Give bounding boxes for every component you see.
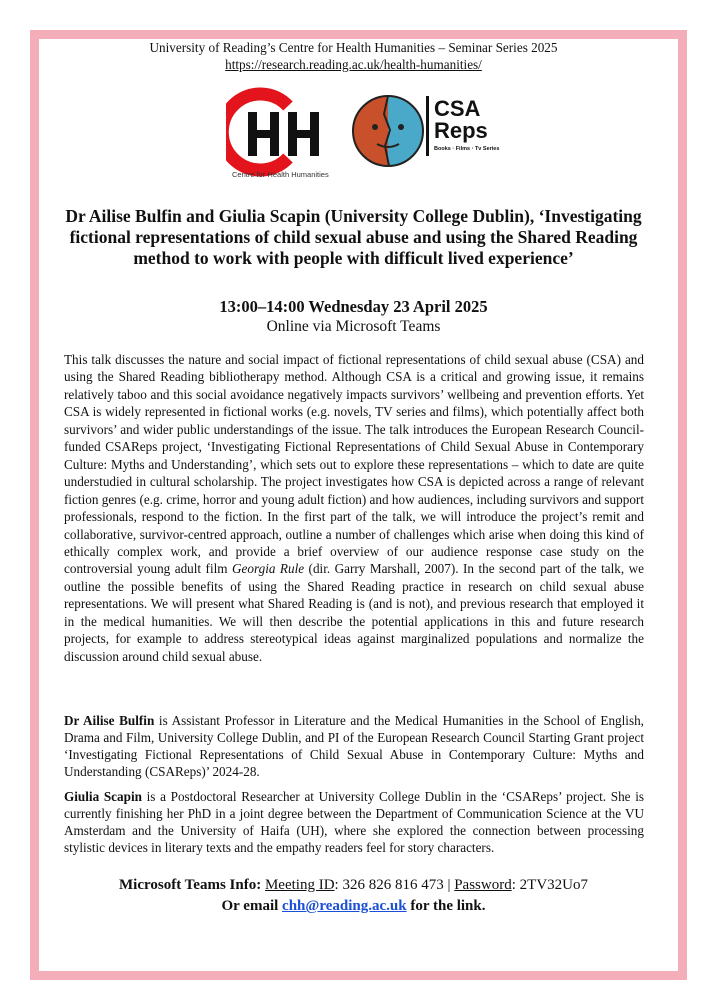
abstract-paragraph — [64, 351, 644, 665]
email-link[interactable]: chh@reading.ac.uk — [282, 898, 407, 914]
csa-face-icon — [351, 94, 425, 168]
bio-scapin — [64, 788, 644, 856]
chh-caption: Centre for Health Humanities — [232, 170, 329, 179]
bio-name: Giulia Scapin — [64, 789, 142, 804]
series-title: University of Reading’s Centre for Health Humanities – Seminar Series 2025 — [149, 40, 558, 55]
teams-label: Microsoft Teams Info: — [119, 877, 262, 893]
csareps-name: CSA Reps — [434, 96, 488, 143]
abstract-text-2: (dir. Garry Marshall, 2007). In the second part of the talk, we outline the possible benefits of using the Shared Reading practice in research on child sexual abuse representations. We will present what Shared Reading is (and is not), and previous research that employed it in the medical humanities. We will then describe the potential applications in this and future research projects, for example to address stereotypical ideas against marginalized populations and normalize the discussion around child sexual abuse. — [64, 561, 644, 664]
event-venue: Online via Microsoft Teams — [266, 318, 441, 335]
bio-bulfin — [64, 712, 644, 780]
csareps-wordmark — [426, 96, 536, 166]
event-datetime: 13:00–14:00 Wednesday 23 April 2025 — [219, 297, 488, 316]
email-line: Or email chh@reading.ac.uk for the link. — [221, 898, 486, 914]
series-url-link[interactable]: https://research.reading.ac.uk/health-humanities/ — [225, 57, 482, 72]
teams-info — [0, 875, 707, 895]
event-title: Dr Ailise Bulfin and Giulia Scapin (University College Dublin), ‘Investigating fictional representations of child sexual abuse and using the Shared Reading method to work with people with difficult lived experience’ — [65, 206, 642, 268]
logos-row — [0, 86, 707, 186]
meeting-id-label: Meeting ID — [264, 877, 335, 893]
password: : 2TV32Uo7 — [511, 877, 588, 893]
bio-text: is a Postdoctoral Researcher at University College Dublin in the ‘CSAReps’ project. She is currently finishing her PhD in a joint degree between the Department of Communication Science at the VU Amsterdam and the University of Haifa (UH), where she explored the connection between processing stylistic devices in literary texts and the empathy readers feel for story characters. — [64, 789, 644, 855]
bio-text: is Assistant Professor in Literature and the Medical Humanities in the School of English, Drama and Film, University College Dublin, and PI of the European Research Council Starting Grant project ‘Investigating Fictional Representations of Child Sexual Abuse in Contemporary Culture: Myths and Understanding (CSAReps)’ 2024-28. — [64, 713, 644, 779]
wordmark-divider — [426, 96, 429, 156]
password-label: Password — [454, 877, 512, 893]
bio-name: Dr Ailise Bulfin — [64, 713, 155, 728]
film-title: Georgia Rule — [232, 561, 305, 577]
meeting-id: : 326 826 816 473 | — [334, 877, 455, 893]
csareps-tagline: Books · Films · Tv Series — [434, 146, 500, 152]
seminar-header — [0, 39, 707, 73]
abstract-text-1: This talk discusses the nature and social impact of fictional representations of child sexual abuse (CSA) and using the Shared Reading bibliotherapy method. Although CSA is a critical and growing issue, it remains relatively taboo and this social avoidance negatively impacts survivors’ wellbeing and prevention efforts. Yet CSA is widely represented in fictional works (e.g. novels, TV series and films), which potentially affect both survivors’ and wider public understandings of the issue. The talk introduces the European Research Council-funded CSAReps project, ‘Investigating Fictional Representations of Child Sexual Abuse in Contemporary Culture: Myths and Understanding’, which sets out to explore these representations – which to date are quite understudied in cultural scholarship. The project investigates how CSA is depicted across a range of relevant fiction genres (e.g. crime, horror and young adult fiction) and how audiences, including survivors and support professionals, respond to the fiction. In the first part of the talk, we will introduce the project’s remit and collaborative, survivor-centred approach, outline a number of challenges which arise when doing this kind of ethically complex work, and provide a brief overview of our audience response case study on the controversial young adult film — [64, 352, 644, 577]
